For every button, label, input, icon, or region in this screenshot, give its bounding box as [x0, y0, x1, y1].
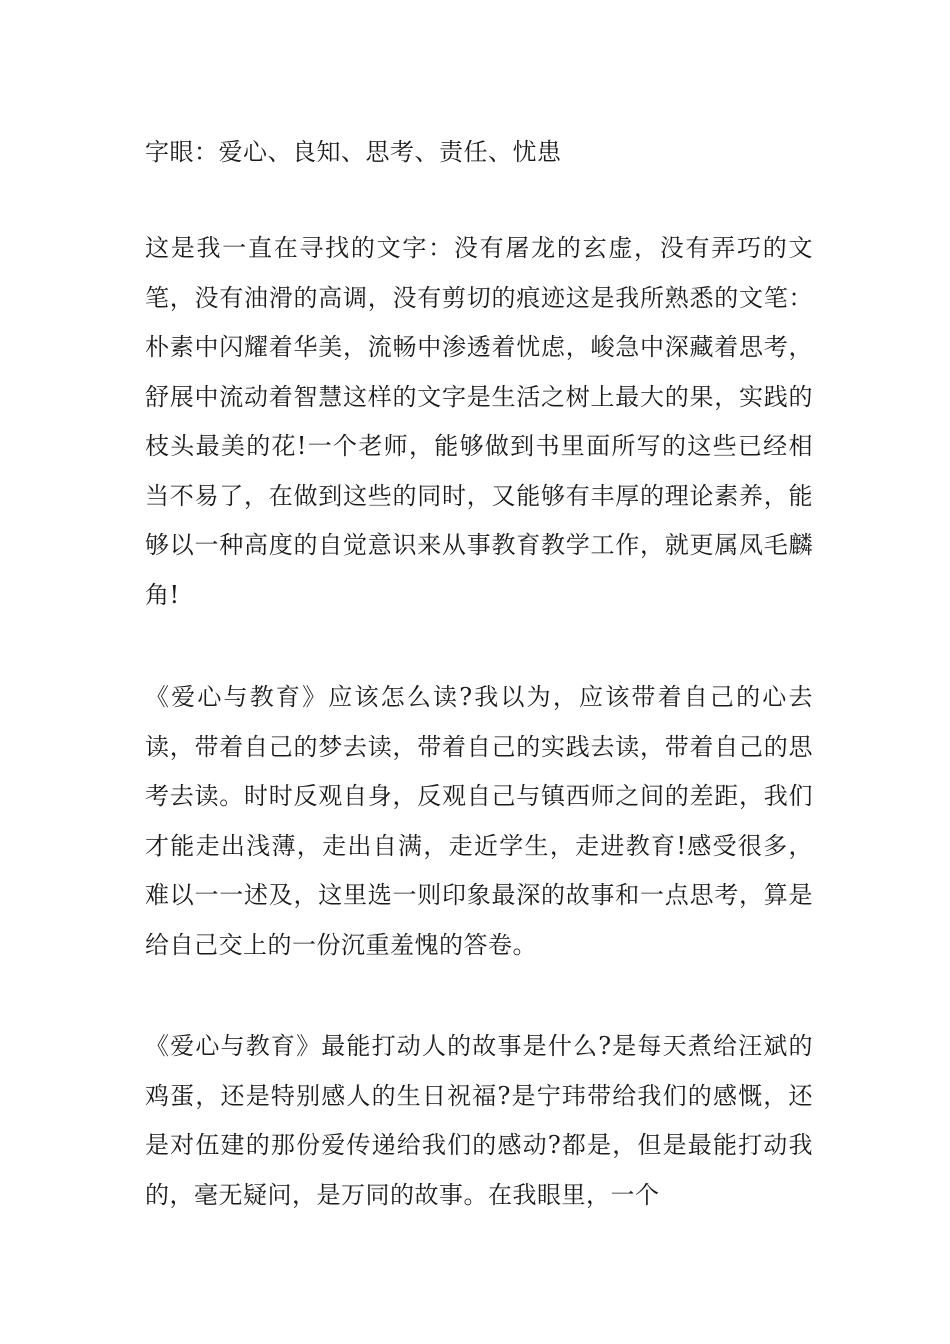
paragraph-1: 这是我一直在寻找的文字：没有屠龙的玄虚，没有弄巧的文笔，没有油滑的高调，没有剪切的痕迹这是我所熟悉的文笔：朴素中闪耀着华美，流畅中渗透着忧虑，峻急中深藏着思考，舒展中流动着智慧这样的文字是生活之树上最大的果，实践的枝头最美的花!一个老师，能够做到书里面所写的这些已经相当不易了，在做到这些的同时，又能够有丰厚的理论素养，能够以一种高度的自觉意识来从事教育教学工作，就更属凤毛麟角! — [145, 234, 813, 609]
paragraph-3: 《爱心与教育》最能打动人的故事是什么?是每天煮给汪斌的鸡蛋，还是特别感人的生日祝福?是宁玮带给我们的感慨，还是对伍建的那份爱传递给我们的感动?都是，但是最能打动我的，毫无疑问，是万同的故事。在我眼里，一个 — [145, 1032, 813, 1209]
paragraph-2: 《爱心与教育》应该怎么读?我以为，应该带着自己的心去读，带着自己的梦去读，带着自己的实践去读，带着自己的思考去读。时时反观自身，反观自己与镇西师之间的差距，我们才能走出浅薄，走出自满，走近学生，走进教育!感受很多，难以一一述及，这里选一则印象最深的故事和一点思考，算是给自己交上的一份沉重羞愧的答卷。 — [145, 683, 813, 959]
keywords-line: 字眼：爱心、良知、思考、责任、忧患 — [145, 138, 562, 166]
